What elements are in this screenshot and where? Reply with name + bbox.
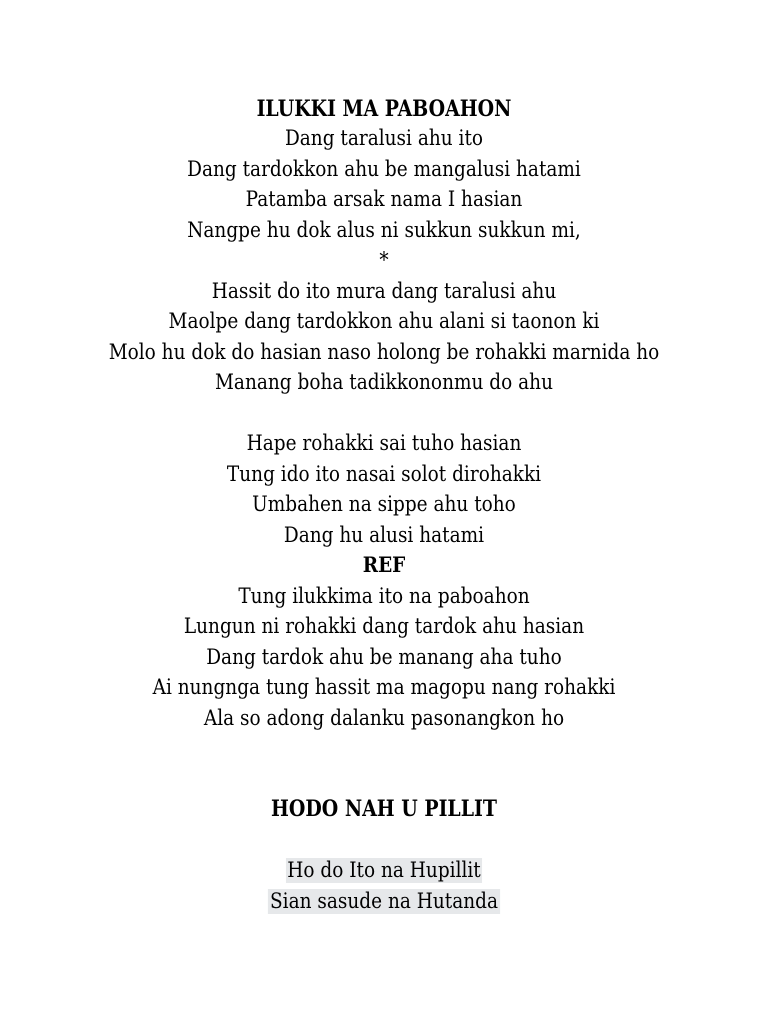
lyric-line: Hape rohakki sai tuho hasian [246, 431, 522, 456]
lyric-line-highlighted [54, 856, 714, 887]
lyric-line: Lungun ni rohakki dang tardok ahu hasian [183, 614, 585, 639]
lyric-line: Ala so adong dalanku pasonangkon ho [203, 705, 565, 731]
song-ilukki-ma-paboahon [0, 94, 768, 734]
lyric-line: Patamba arsak nama I hasian [245, 187, 523, 212]
lyric-line: Umbahen na sippe ahu toho [252, 492, 516, 517]
lyric-line: Dang taralusi ahu ito [284, 126, 484, 151]
lyric-line: Dang hu alusi hatami [283, 522, 485, 548]
lyric-line: Nangpe hu dok alus ni sukkun sukkun mi, [187, 217, 581, 243]
lyric-line: Ai nungnga tung hassit ma magopu nang rohakki [152, 675, 616, 700]
lyric-line: Maolpe dang tardokkon ahu alani si taonon ki [168, 309, 600, 334]
lyric-line: Molo hu dok do hasian naso holong be rohakki marnida ho [108, 339, 660, 365]
song-title: HODO NAH U PILLIT [271, 796, 497, 822]
blank-line [54, 399, 714, 430]
lyric-line: Hassit do ito mura dang taralusi ahu [211, 278, 557, 304]
lyric-line: Tung ido ito nasai solot dirohakki [226, 461, 542, 487]
song-hodo-nah-u-pillit [0, 794, 768, 917]
stanza-separator: * [379, 248, 389, 273]
lyric-line-highlighted [54, 887, 714, 918]
lyric-line: Dang tardokkon ahu be mangalusi hatami [187, 156, 581, 182]
text-highlight: Sian sasude na Hutanda [269, 888, 499, 914]
lyric-line: Tung ilukkima ito na paboahon [238, 583, 530, 609]
lyric-line: Dang tardok ahu be manang aha tuho [206, 644, 562, 670]
text-highlight: Ho do Ito na Hupillit [287, 858, 481, 883]
refrain-label: REF [362, 553, 406, 578]
lyric-line: Manang boha tadikkononmu do ahu [214, 370, 553, 395]
song-title: ILUKKI MA PABOAHON [256, 96, 512, 122]
